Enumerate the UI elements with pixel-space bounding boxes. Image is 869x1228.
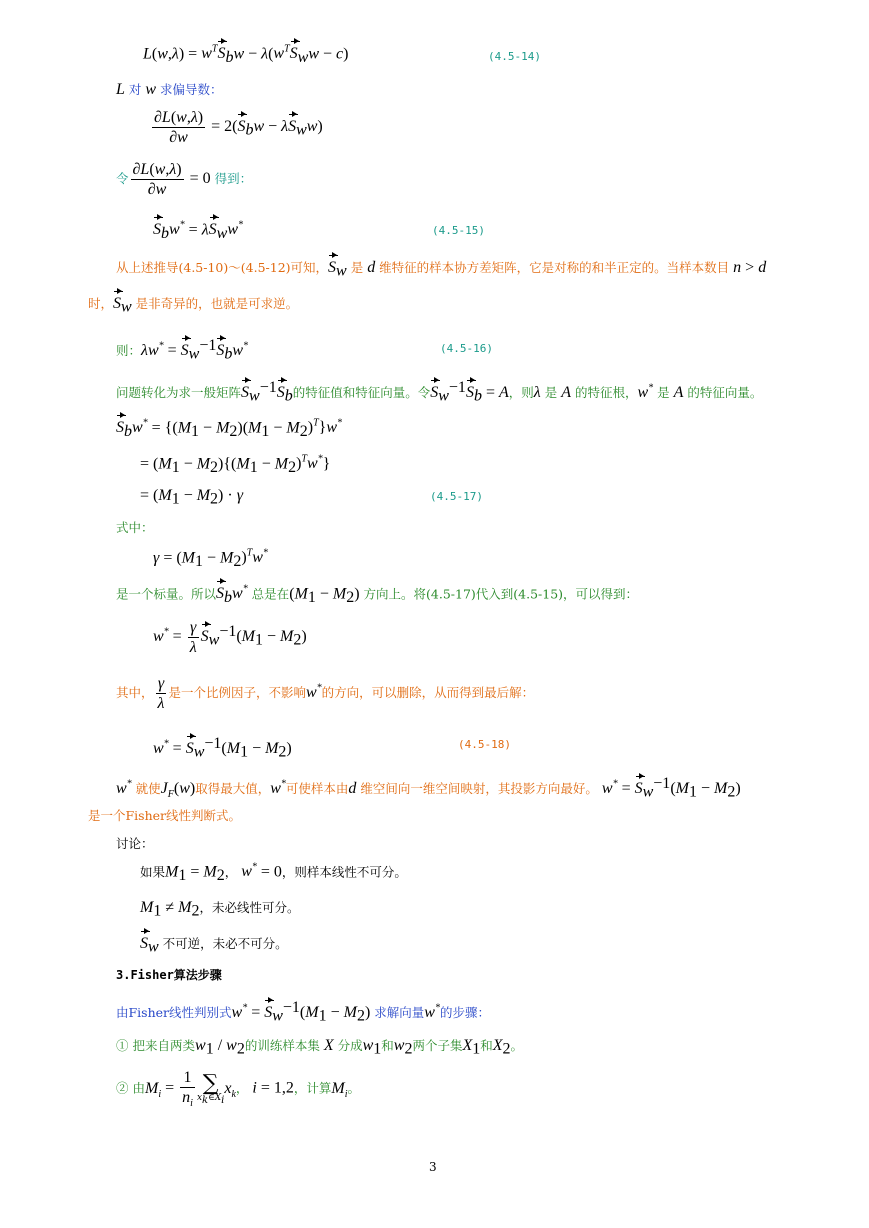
- page-number: 3: [429, 1160, 437, 1174]
- equation-w-star-gamma: w* = $\frac{\gamma}{\lambda}$ $S_w^{-1}(M_1 - M_2)$: [153, 619, 307, 657]
- equation-number: (4.5-15): [432, 224, 485, 237]
- paragraph-fisher-result: w* 就使$J_F(w)$取得最大值，w*可使样本由d 维空间向一维空间映射，其投影方向最好。 $w^* = S_w^{-1}(M_1 - M_2)$: [116, 775, 741, 801]
- partial-derivative-intro: L 对 w 求偏导数：: [116, 81, 223, 98]
- partial-derivative-equation: $\frac{\partial L(w,\lambda)}{\partial w}$ = $2(S_bw - \lambda S_ww)$: [154, 109, 323, 147]
- equation-number: (4.5-17): [430, 490, 483, 503]
- set-derivative-zero: 令 $\frac{\partial L(w,\lambda)}{\partial w}$ = 0 得到：: [116, 161, 253, 199]
- steps-intro: 由Fisher线性判别式$w^* = S_w^{-1}(M_1 - M_2)$ 求解向量w*的步骤：: [116, 999, 490, 1025]
- paragraph-scale-factor: 其中， $\frac{\gamma}{\lambda}$ 是一个比例因子，不影响w*的方向，可以删除，从而得到最后解：: [116, 675, 535, 713]
- equation-4-5-15: $S_bw^* = \lambda S_ww^*$: [153, 220, 243, 242]
- discussion-item-1: 如果$M_1 = M_2$， w* = 0，则样本线性不可分。: [140, 862, 407, 884]
- discussion-label: 讨论：: [116, 836, 154, 851]
- paragraph-covariance-cont: 时，$S_w$ 是非奇异的，也就是可求逆。: [88, 295, 299, 316]
- discussion-item-2: $M_1 \ne M_2$，未必线性可分。: [140, 899, 300, 920]
- discussion-item-3: $S_w$ 不可逆，未必不可分。: [140, 935, 288, 956]
- step-1: ① 把来自两类$w_1 / w_2$的训练样本集 X 分成$w_1$和$w_2$两个子集$X_1$和$X_2$。: [116, 1037, 524, 1058]
- equation-gamma: $\gamma = (M_1 - M_2)^Tw^*$: [153, 548, 268, 570]
- paragraph-scalar: 是一个标量。所以$S_bw^*$ 总是在$(M_1 - M_2)$ 方向上。将(4.5-17)代入到(4.5-15)，可以得到：: [116, 584, 639, 606]
- equation-4-5-17: = $(M_1 - M_2) \cdot \gamma$: [140, 487, 244, 508]
- paragraph-eigen: 问题转化为求一般矩阵$S_w^{-1}S_b$的特征值和特征向量。令$S_w^{-1}S_b = A$，则λ 是 A 的特征根，w* 是 A 的特征向量。: [116, 379, 763, 405]
- equation-number: (4.5-16): [440, 342, 493, 355]
- where-label: 式中：: [116, 520, 154, 535]
- equation-4-5-16: 则：$\lambda w^* = S_w^{-1}S_bw^*$: [116, 337, 249, 363]
- step-2: ② 由$M_i$ = $\frac{1}{n_i}$ ∑ $x_k\in X_i$ $x_k$， i = 1,2，计算$M_i$。: [116, 1069, 361, 1110]
- equation-4-5-18: $w^* = S_w^{-1}(M_1 - M_2)$: [153, 735, 292, 761]
- equation-number: (4.5-14): [488, 50, 541, 63]
- paragraph-fisher-result-cont: 是一个Fisher线性判断式。: [88, 808, 242, 823]
- equation-sb-expansion-2: = $(M_1 - M_2)\{(M_1 - M_2)^Tw^*\}$: [140, 454, 331, 476]
- paragraph-covariance: 从上述推导(4.5-10)～(4.5-12)可知，$S_w$ 是 d 维特征的样本协方差矩阵，它是对称的和半正定的。当样本数目 n > d: [116, 259, 767, 280]
- equation-sb-expansion-1: $S_bw^* = \{(M_1 - M_2)(M_1 - M_2)^T\}w^*$: [116, 418, 342, 440]
- equation-4-5-14: $L(w,\lambda) = w^TS_bw - \lambda(w^TS_ww - c)$: [143, 44, 349, 66]
- section-heading: 3.Fisher算法步骤: [116, 968, 222, 982]
- equation-number: (4.5-18): [458, 738, 511, 751]
